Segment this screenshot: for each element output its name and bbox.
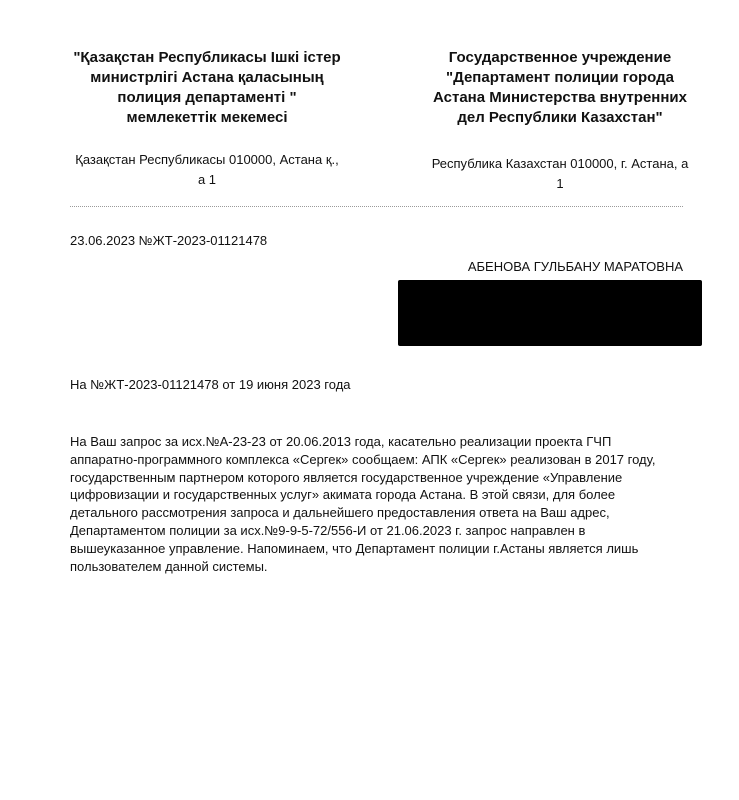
- org-name-kazakh: [62, 48, 352, 128]
- body-line: детального рассмотрения запроса и дальнейшего предоставления ответа на Ваш адрес,: [70, 505, 610, 521]
- org-name-line: "Департамент полиции города: [445, 69, 675, 86]
- header-russian: [410, 48, 710, 194]
- body-line: государственным партнером которого является государственное учреждение «Управление: [70, 469, 623, 485]
- header-divider: [70, 206, 683, 207]
- body-line: вышеуказанное управление. Напоминаем, что Департамент полиции г.Астаны является лишь: [70, 540, 639, 556]
- org-name-line: Астана Министерства внутренних: [433, 89, 687, 106]
- header-kazakh: [62, 48, 352, 190]
- letter-body: [70, 433, 695, 575]
- org-name-line: дел Республики Казахстан": [457, 109, 663, 126]
- document-date-number: 23.06.2023 №ЖТ-2023-01121478: [70, 233, 268, 248]
- body-line: На Ваш запрос за исх.№А-23-23 от 20.06.2013 года, касательно реализации проекта ГЧП: [70, 434, 612, 449]
- org-address-russian: [410, 154, 710, 194]
- org-name-line: министрлігі Астана қаласының: [90, 69, 324, 86]
- org-name-line: полиция департаменті ": [117, 89, 297, 106]
- address-line: Республика Казахстан 010000, г. Астана, а: [431, 156, 689, 171]
- recipient-name: АБЕНОВА ГУЛЬБАНУ МАРАТОВНА: [467, 259, 683, 274]
- body-line: пользователем данной системы.: [70, 558, 268, 574]
- body-line: Департаментом полиции за исх.№9-9-5-72/556-И от 21.06.2023 г. запрос направлен в: [70, 522, 586, 538]
- redacted-block: [398, 280, 702, 346]
- org-address-kazakh: [62, 150, 352, 190]
- address-line: 1: [556, 176, 564, 191]
- org-name-line: Государственное учреждение: [448, 49, 672, 66]
- org-name-line: мемлекеттік мекемесі: [126, 109, 288, 126]
- body-line: аппаратно-программного комплекса «Сергек» сообщаем: АПК «Сергек» реализован в 2017 году,: [70, 451, 656, 467]
- org-name-russian: [410, 48, 710, 128]
- body-line: цифровизации и государственных услуг» акимата города Астана. В этой связи, для более: [70, 487, 616, 503]
- org-name-line: "Қазақстан Республикасы Ішкі істер: [73, 49, 341, 66]
- address-line: Қазақстан Республикасы 010000, Астана қ.,: [75, 152, 339, 167]
- reply-reference: На №ЖТ-2023-01121478 от 19 июня 2023 года: [70, 377, 351, 392]
- address-line: а 1: [197, 172, 217, 187]
